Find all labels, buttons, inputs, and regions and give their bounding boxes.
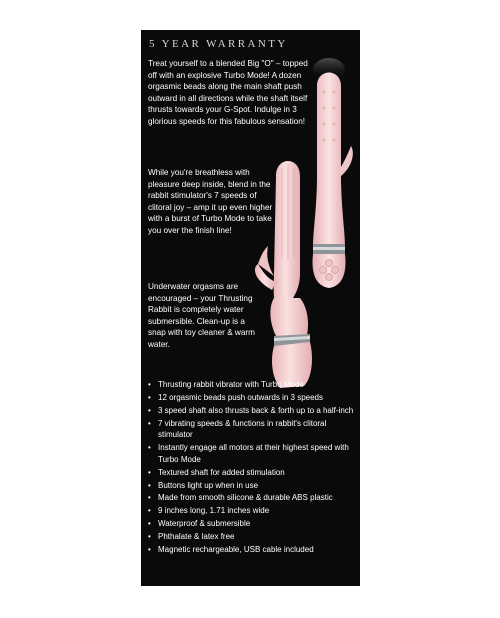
feature-item: • Textured shaft for added stimulation [148, 467, 358, 478]
feature-item: • 12 orgasmic beads push outwards in 3 speeds [148, 392, 358, 403]
feature-item: • Buttons light up when in use [148, 480, 358, 491]
feature-item: • 7 vibrating speeds & functions in rabbit's clitoral stimulator [148, 418, 358, 441]
feature-list [148, 379, 358, 557]
product-front-view-image [301, 56, 357, 292]
intro-paragraph: Treat yourself to a blended Big "O" – topped off with an explosive Turbo Mode! A dozen orgasmic beads along the main shaft push outward in all directions while the shaft itself thrusts towards your G-Spot. Indulge in 3 glorious speeds for this fabulous sensation! [148, 59, 308, 126]
feature-item: • Thrusting rabbit vibrator with Turbo Mode [148, 379, 358, 390]
warranty-heading: 5 YEAR WARRANTY [149, 38, 288, 50]
waterproof-paragraph: Underwater orgasms are encouraged – your Thrusting Rabbit is completely water submersible. Clean-up is a snap with toy cleaner & warm water. [148, 282, 255, 349]
feature-item: • Magnetic rechargeable, USB cable included [148, 544, 358, 555]
product-insert-card [141, 30, 360, 586]
feature-item: • Waterproof & submersible [148, 518, 358, 529]
feature-item: • 9 inches long, 1.71 inches wide [148, 505, 358, 516]
feature-item: • Instantly engage all motors at their highest speed with Turbo Mode [148, 442, 358, 465]
feature-item: • 3 speed shaft also thrusts back & forth up to a half-inch [148, 405, 358, 416]
feature-item: • Phthalate & latex free [148, 531, 358, 542]
feature-item: • Made from smooth silicone & durable ABS plastic [148, 492, 358, 503]
clitoral-paragraph: While you're breathless with pleasure deep inside, blend in the rabbit stimulator's 7 speeds of clitoral joy – amp it up even higher with a burst of Turbo Mode to take you over the finish line! [148, 168, 273, 235]
